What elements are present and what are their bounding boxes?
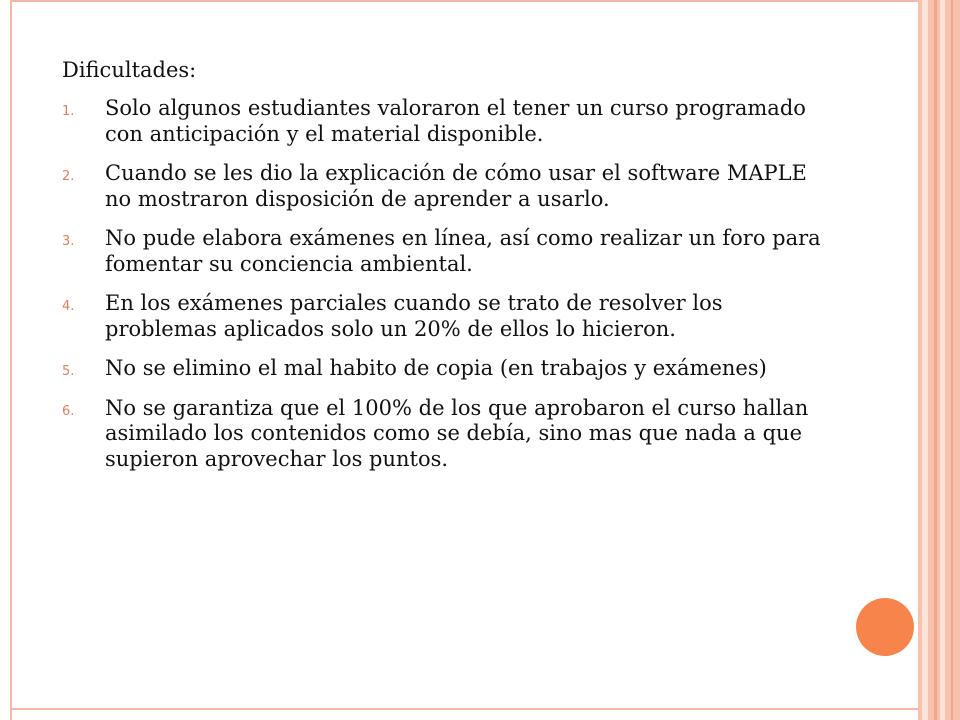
frame-top-line (10, 0, 920, 2)
list-item (62, 396, 832, 473)
list-item (62, 226, 832, 277)
frame-left-line (10, 0, 12, 720)
difficulties-list (62, 96, 832, 472)
list-item-text: No pude elabora exámenes en línea, así como realizar un foro para fomentar su conciencia ambiental. (105, 226, 821, 276)
list-item-text: Cuando se les dio la explicación de cómo usar el software MAPLE no mostraron disposición de aprender a usarlo. (105, 161, 807, 211)
band-stripe (940, 0, 945, 720)
decorative-right-band (918, 0, 960, 720)
band-line (934, 0, 937, 720)
decorative-circle (856, 598, 914, 656)
list-number: 2. (62, 169, 75, 185)
list-item (62, 96, 832, 147)
slide-content (62, 58, 832, 486)
list-item-text: En los exámenes parciales cuando se trato de resolver los problemas aplicados solo un 20% de ellos lo hicieron. (105, 291, 723, 341)
list-number: 4. (62, 299, 75, 315)
list-item (62, 291, 832, 342)
list-number: 3. (62, 234, 75, 250)
list-item (62, 161, 832, 212)
list-item-text: No se garantiza que el 100% de los que aprobaron el curso hallan asimilado los contenidos como se debía, sino mas que nada a que supieron aprovechar los puntos. (105, 395, 809, 471)
slide-heading: Dificultades: (62, 58, 197, 82)
list-item-text: Solo algunos estudiantes valoraron el tener un curso programado con anticipación y el material disponible. (105, 96, 806, 146)
band-line (951, 0, 953, 720)
list-number: 5. (62, 364, 75, 380)
list-item-text: No se elimino el mal habito de copia (en trabajos y exámenes) (105, 356, 767, 381)
list-item (62, 356, 832, 382)
band-stripe (922, 0, 928, 720)
frame-bottom-line (10, 708, 920, 710)
list-number: 6. (62, 403, 75, 419)
list-number: 1. (62, 104, 75, 120)
